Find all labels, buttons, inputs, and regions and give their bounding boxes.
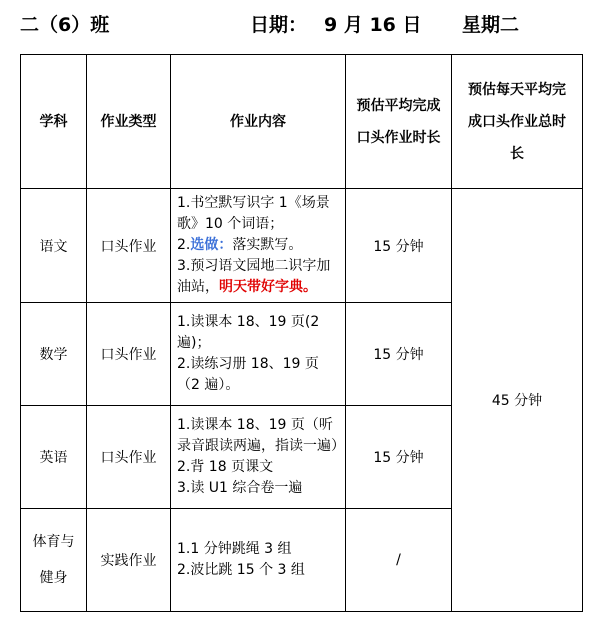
total-duration-cell: 45 分钟 <box>452 189 583 612</box>
page-header <box>0 0 603 50</box>
table-header-row <box>21 55 583 189</box>
content-cell <box>171 303 346 406</box>
subject-label: 体育与健身 <box>32 534 75 586</box>
column-header-subject: 学科 <box>21 55 87 189</box>
date-label: 日期： <box>250 14 308 36</box>
date-value: 9 月 16 日 <box>324 14 422 36</box>
content-line-prefix: 2. <box>177 237 191 253</box>
column-header-duration <box>346 55 452 189</box>
type-cell: 口头作业 <box>87 303 171 406</box>
duration-cell: 15 分钟 <box>346 303 452 406</box>
column-header-duration-label: 预估平均完成口头作业时长 <box>356 97 441 146</box>
optional-highlight: 选做： <box>190 237 233 253</box>
content-cell <box>171 189 346 303</box>
content-line <box>177 235 339 256</box>
column-header-total-duration <box>452 55 583 189</box>
duration-cell: 15 分钟 <box>346 406 452 509</box>
content-line: 1.书空默写识字 1《场景歌》10 个词语； <box>177 195 330 232</box>
content-line-rest: 落实默写。 <box>232 237 303 253</box>
duration-cell: / <box>346 509 452 612</box>
content-line: 1.读课本 18、19 页（听录音跟读两遍，指读一遍） <box>177 417 345 454</box>
subject-cell: 数学 <box>21 303 87 406</box>
column-header-total-label: 预估每天平均完成口头作业总时长 <box>468 81 566 162</box>
class-name: 二（6）班 <box>20 14 110 36</box>
content-line: 2.波比跳 15 个 3 组 <box>177 562 305 578</box>
content-line-plain: 3.预习语文园地二识字加油站， <box>177 258 331 295</box>
content-line: 1.读课本 18、19 页(2 遍)； <box>177 314 320 351</box>
column-header-content: 作业内容 <box>171 55 346 189</box>
table-row-chinese <box>21 189 583 303</box>
content-line: 1.1 分钟跳绳 3 组 <box>177 541 292 557</box>
content-line: 2.读练习册 18、19 页（2 遍）。 <box>177 356 319 393</box>
weekday: 星期二 <box>462 14 520 36</box>
subject-cell <box>21 509 87 612</box>
homework-table <box>20 54 583 612</box>
content-line <box>177 256 339 298</box>
reminder-highlight: 明天带好字典。 <box>219 279 317 295</box>
content-line: 2.背 18 页课文 <box>177 459 274 475</box>
subject-cell: 英语 <box>21 406 87 509</box>
type-cell: 实践作业 <box>87 509 171 612</box>
type-cell: 口头作业 <box>87 406 171 509</box>
duration-cell: 15 分钟 <box>346 189 452 303</box>
content-cell <box>171 406 346 509</box>
content-line: 3.读 U1 综合卷一遍 <box>177 480 303 496</box>
type-cell: 口头作业 <box>87 189 171 303</box>
subject-cell: 语文 <box>21 189 87 303</box>
content-cell <box>171 509 346 612</box>
column-header-type: 作业类型 <box>87 55 171 189</box>
